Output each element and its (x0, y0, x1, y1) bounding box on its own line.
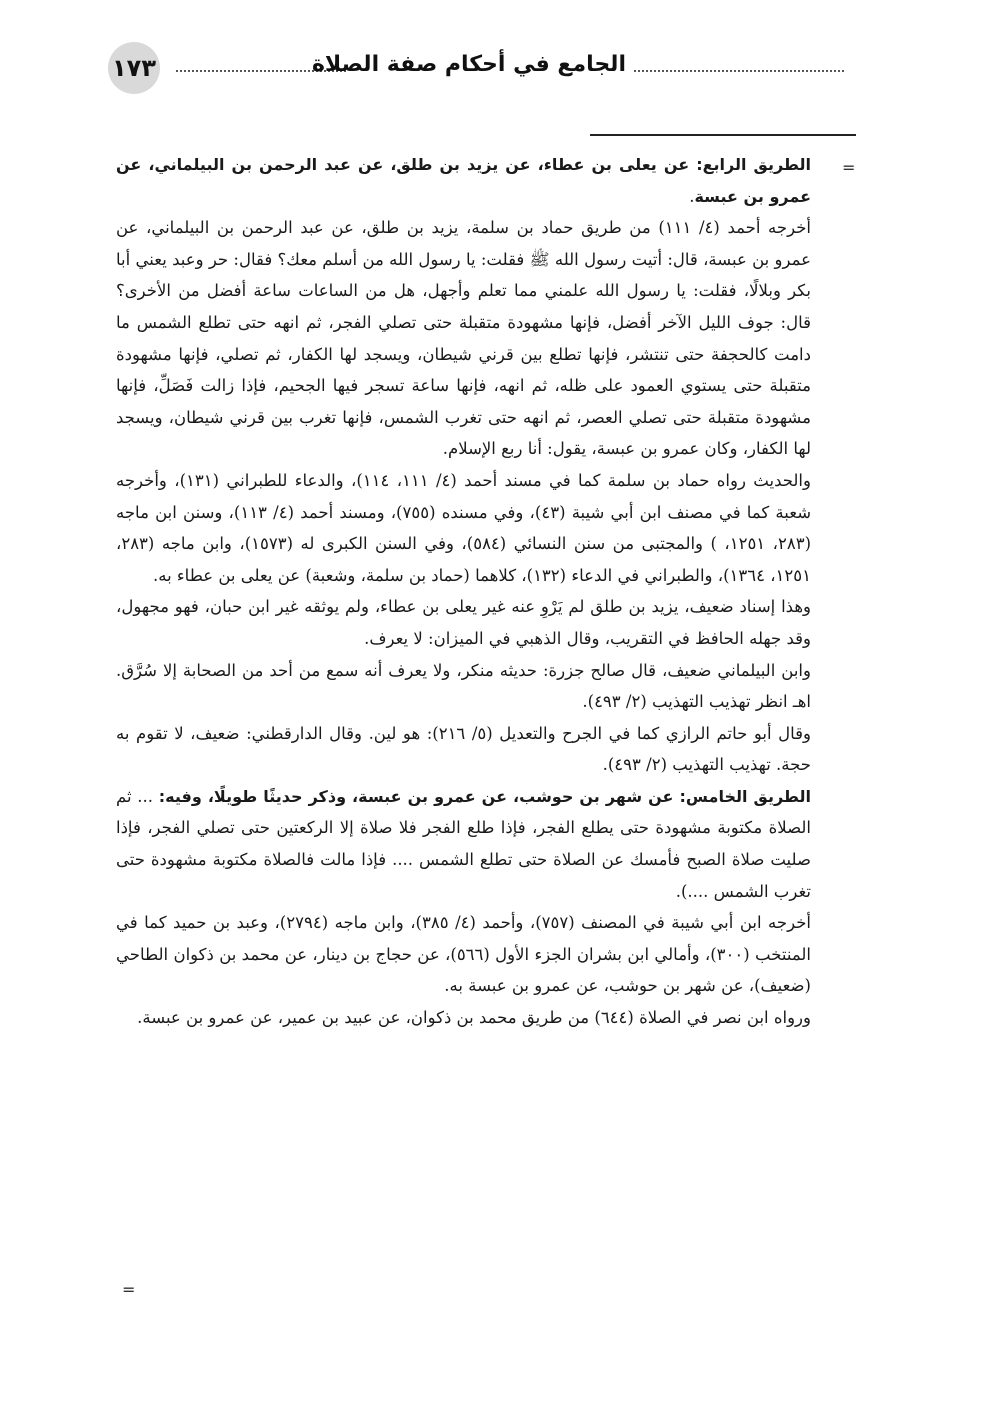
paragraph-6 (116, 718, 811, 781)
paragraph-text: ... ثم الصلاة مكتوبة مشهودة حتى يطلع الفجر، فإذا طلع الفجر فلا صلاة إلا الركعتين حتى تصلي الفجر، فإذا صليت صلاة الصبح فأمسك عن الصلاة حتى تطلع الشمس .... فإذا مالت فالصلاة مكتوبة مشهودة حتى تغرب الشمس ....). (116, 786, 811, 901)
continuation-mark-bottom: = (122, 1280, 136, 1299)
paragraph-5 (116, 655, 811, 718)
paragraph-7 (116, 781, 811, 907)
header-dotted-leader-right (634, 70, 844, 72)
paragraph-1 (116, 149, 811, 212)
paragraph-4 (116, 591, 811, 654)
paragraph-text: . (689, 186, 695, 206)
footnote-separator-rule (590, 134, 856, 136)
paragraph-9 (116, 1002, 811, 1034)
paragraph-8 (116, 907, 811, 1002)
paragraph-3 (116, 465, 811, 591)
paragraph-text: وقال أبو حاتم الرازي كما في الجرح والتعديل (٥/ ٢١٦): هو لين. وقال الدارقطني: ضعيف، لا تقوم به حجة. تهذيب التهذيب (٢/ ٤٩٣). (116, 723, 811, 775)
paragraph-text: وابن البيلماني ضعيف، قال صالح جزرة: حديثه منكر، ولا يعرف أنه سمع من أحد من الصحابة إلا سُرَّق. اهـ انظر تهذيب التهذيب (٢/ ٤٩٣). (116, 660, 811, 712)
page-number: ١٧٣ (108, 42, 160, 94)
paragraph-2 (116, 212, 811, 465)
book-title: الجامع في أحكام صفة الصلاة (311, 52, 626, 77)
paragraph-text: وهذا إسناد ضعيف، يزيد بن طلق لم يَرْوِ عنه غير يعلى بن عطاء، ولم يوثقه غير ابن حبان، فهو مجهول، وقد جهله الحافظ في التقريب، وقال الذهبي في الميزان: لا يعرف. (116, 597, 811, 648)
paragraph-text: ورواه ابن نصر في الصلاة (٦٤٤) من طريق محمد بن ذكوان، عن عبيد بن عمير، عن عمرو بن عبسة. (137, 1008, 811, 1028)
paragraph-text: أخرجه أحمد (٤/ ١١١) من طريق حماد بن سلمة، يزيد بن طلق، عن عبد الرحمن بن البيلماني، عن عمرو بن عبسة، قال: أتيت رسول الله ﷺ فقلت: يا رسول الله من أسلم معك؟ فقال: حر وعبد يعني أبا بكر وبلالًا، فقلت: يا رسول الله علمني مما تعلم وأجهل، هل من الساعات ساعة أفضل من الأخرى؟ قال: جوف الليل الآخر أفضل، فإنها مشهودة متقبلة حتى تصلي الفجر، ثم انهه حتى تطلع الشمس ما دامت كالحجفة حتى تنتشر، فإنها تطلع بين قرني شيطان، ويسجد لها الكفار، ثم تصلي، فإنها مشهودة متقبلة حتى يستوي العمود على ظله، ثم انهه، فإنها ساعة تسجر فيها الجحيم، فإذا زالت فَصَلِّ، فإنها مشهودة متقبلة حتى تصلي العصر، ثم انهه حتى تغرب الشمس، فإنها تغرب بين قرني شيطان، ويسجد لها الكفار، وكان عمرو بن عبسة، يقول: أنا ربع الإسلام. (116, 218, 811, 459)
paragraph-heading: الطريق الخامس: عن شهر بن حوشب، عن عمرو بن عبسة، وذكر حديثًا طويلًا، وفيه: (158, 786, 811, 806)
footnote-body (116, 149, 811, 1034)
page-header (108, 40, 844, 100)
paragraph-heading: الطريق الرابع: عن يعلى بن عطاء، عن يزيد بن طلق، عن عبد الرحمن بن البيلماني، عن عمرو بن عبسة (116, 155, 811, 206)
continuation-mark-top: = (842, 158, 856, 177)
paragraph-text: أخرجه ابن أبي شيبة في المصنف (٧٥٧)، وأحمد (٤/ ٣٨٥)، وابن ماجه (٢٧٩٤)، وعبد بن حميد كما في المنتخب (٣٠٠)، وأمالي ابن بشران الجزء الأول (٥٦٦)، عن حجاج بن دينار، عن محمد بن ذكوان الطاحي (ضعيف)، عن شهر بن حوشب، عن عمرو بن عبسة به. (116, 913, 811, 996)
paragraph-text: والحديث رواه حماد بن سلمة كما في مسند أحمد (٤/ ١١١، ١١٤)، والدعاء للطبراني (١٣١)، وأخرجه شعبة كما في مصنف ابن أبي شيبة (٤٣)، وفي مسنده (٧٥٥)، ومسند أحمد (٤/ ١١٣)، وسنن ابن ماجه (٢٨٣، ١٢٥١، ) والمجتبى من سنن النسائي (٥٨٤)، وفي السنن الكبرى له (١٥٧٣)، وابن ماجه (٢٨٣، ١٢٥١، ١٣٦٤)، والطبراني في الدعاء (١٣٢)، كلاهما (حماد بن سلمة، وشعبة) عن يعلى بن عطاء به. (116, 470, 812, 585)
